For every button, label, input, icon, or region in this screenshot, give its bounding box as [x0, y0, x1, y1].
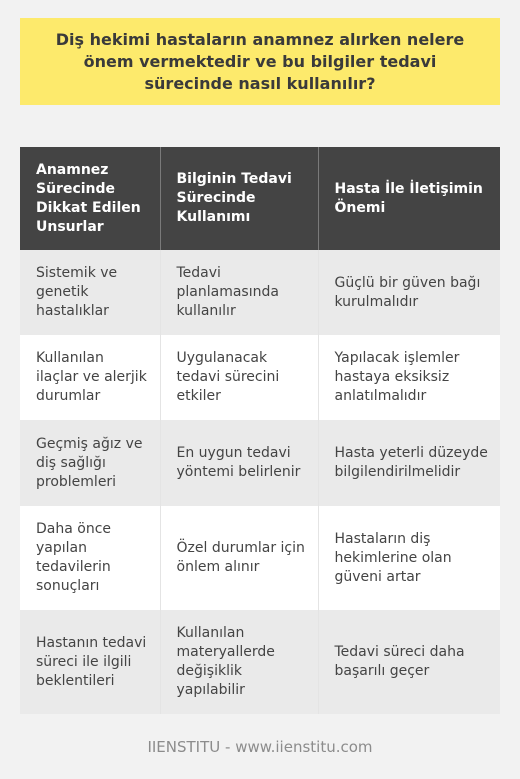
table-cell: Uygulanacak tedavi sürecini etkiler — [160, 335, 318, 420]
table-row — [20, 610, 500, 714]
table-cell: Tedavi süreci daha başarılı geçer — [318, 610, 500, 714]
table-cell: Sistemik ve genetik hastalıklar — [20, 250, 160, 335]
table-cell: Hastaların diş hekimlerine olan güveni artar — [318, 506, 500, 610]
table-cell: Hasta yeterli düzeyde bilgilendirilmelidir — [318, 420, 500, 506]
table-row — [20, 420, 500, 506]
table-cell: Güçlü bir güven bağı kurulmalıdır — [318, 250, 500, 335]
table-row — [20, 335, 500, 420]
footer-credit: IIENSTITU - www.iienstitu.com — [147, 738, 373, 756]
info-table — [20, 147, 500, 714]
table-cell: Daha önce yapılan tedavilerin sonuçları — [20, 506, 160, 610]
table-cell: En uygun tedavi yöntemi belirlenir — [160, 420, 318, 506]
table-cell: Tedavi planlamasında kullanılır — [160, 250, 318, 335]
table-cell: Geçmiş ağız ve diş sağlığı problemleri — [20, 420, 160, 506]
table-cell: Kullanılan materyallerde değişiklik yapılabilir — [160, 610, 318, 714]
column-header: Hasta İle İletişimin Önemi — [318, 147, 500, 250]
table-row — [20, 250, 500, 335]
column-header: Anamnez Sürecinde Dikkat Edilen Unsurlar — [20, 147, 160, 250]
title-banner — [20, 18, 500, 105]
table-cell: Hastanın tedavi süreci ile ilgili beklentileri — [20, 610, 160, 714]
table-header-row — [20, 147, 500, 250]
table-cell: Kullanılan ilaçlar ve alerjik durumlar — [20, 335, 160, 420]
page-title: Diş hekimi hastaların anamnez alırken nelere önem vermektedir ve bu bilgiler tedavi sürecinde nasıl kullanılır? — [55, 29, 465, 93]
column-header: Bilginin Tedavi Sürecinde Kullanımı — [160, 147, 318, 250]
table-row — [20, 506, 500, 610]
table-cell: Yapılacak işlemler hastaya eksiksiz anlatılmalıdır — [318, 335, 500, 420]
table-cell: Özel durumlar için önlem alınır — [160, 506, 318, 610]
